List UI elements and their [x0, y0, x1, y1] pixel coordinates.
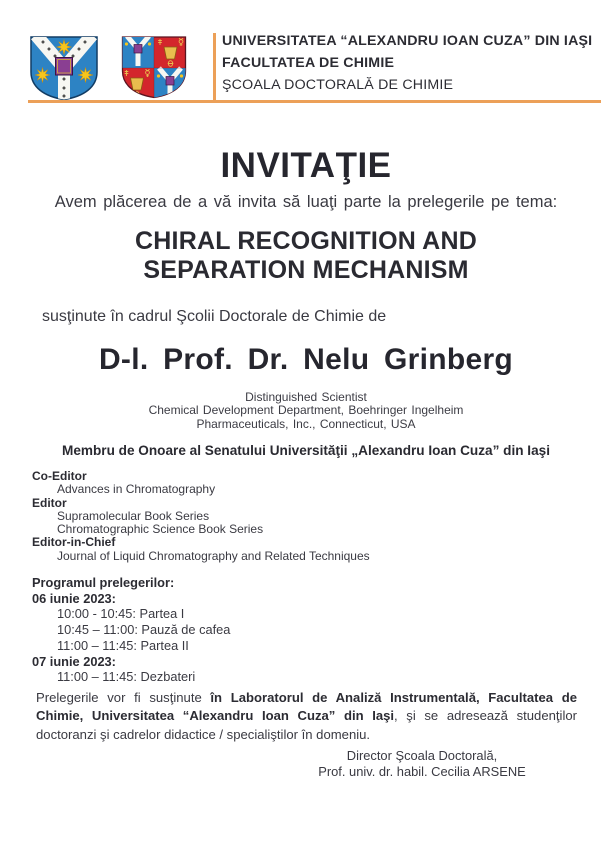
faculty-coat-of-arms-icon: [120, 35, 188, 100]
editorial-role: Editor-in-Chief: [32, 535, 116, 550]
lecture-title-line2: SEPARATION MECHANISM: [143, 256, 469, 284]
closing-text-normal: , şi se adresează studenţilor doctoranzi şi cadrelor didactice / specialiştilor în domeniu.: [36, 708, 577, 742]
university-coat-of-arms-icon: [28, 35, 100, 102]
speaker-affiliation: [0, 391, 612, 431]
editorial-entry: Chromatographic Science Book Series: [57, 522, 264, 537]
signature-block: [310, 748, 534, 779]
lecture-title-line1: CHIRAL RECOGNITION AND: [135, 227, 477, 255]
header-vertical-divider: [213, 33, 216, 100]
lecture-program: [32, 575, 230, 685]
faculty-name: FACULTATEA DE CHIMIE: [222, 55, 395, 72]
signature-name: Prof. univ. dr. habil. Cecilia ARSENE: [318, 763, 526, 779]
held-in-text: susţinute în cadrul Şcolii Doctorale de Chimie de: [42, 308, 387, 325]
header-text-block: [222, 30, 592, 96]
signature-role: Director Şcoala Doctorală,: [346, 748, 498, 763]
affiliation-line3: Pharmaceuticals, Inc., Connecticut, USA: [196, 416, 416, 431]
program-slot: 11:00 – 11:45: Dezbateri: [57, 669, 196, 685]
editorial-entry: Journal of Liquid Chromatography and Related Techniques: [57, 548, 370, 563]
program-slot: 11:00 – 11:45: Partea II: [57, 637, 189, 653]
editorial-role: Co-Editor: [32, 469, 87, 483]
header-rule: [28, 100, 601, 103]
intro-text: Avem plăcerea de a vă invita să luaţi parte la prelegerile pe tema:: [54, 193, 558, 211]
program-date: 06 iunie 2023:: [32, 590, 116, 606]
affiliation-line2: Chemical Development Department, Boehringer Ingelheim: [148, 403, 464, 418]
affiliation-line1: Distinguished Scientist: [245, 390, 367, 404]
speaker-name: D-l. Prof. Dr. Nelu Grinberg: [98, 343, 514, 376]
editorial-entry: Supramolecular Book Series: [57, 508, 210, 523]
lecture-title: [0, 227, 612, 285]
page-title: INVITAŢIE: [220, 146, 392, 185]
editorial-role: Editor: [32, 495, 67, 510]
university-name: UNIVERSITATEA “ALEXANDRU IOAN CUZA” DIN IAŞI: [222, 33, 593, 49]
program-date: 07 iunie 2023:: [32, 653, 116, 669]
editorial-roles-list: [32, 470, 370, 563]
program-slot: 10:45 – 11:00: Pauză de cafea: [57, 622, 231, 638]
closing-text-normal: Prelegerile vor fi susţinute: [36, 690, 211, 705]
program-slot: 10:00 - 10:45: Partea I: [57, 606, 185, 622]
honorary-member-text: Membru de Onoare al Senatului Universităţii „Alexandru Ioan Cuza” din Iaşi: [62, 443, 550, 458]
doctoral-school-name: ŞCOALA DOCTORALĂ DE CHIMIE: [222, 77, 454, 94]
program-heading: Programul prelegerilor:: [32, 575, 175, 590]
closing-paragraph: [36, 689, 577, 744]
closing-text-bold: în Laboratorul de Analiză Instrumentală, Facultatea de Chimie, Universitatea “Alexandru Ioan Cuza” din Iaşi: [36, 690, 577, 724]
editorial-entry: Advances in Chromatography: [57, 482, 216, 497]
